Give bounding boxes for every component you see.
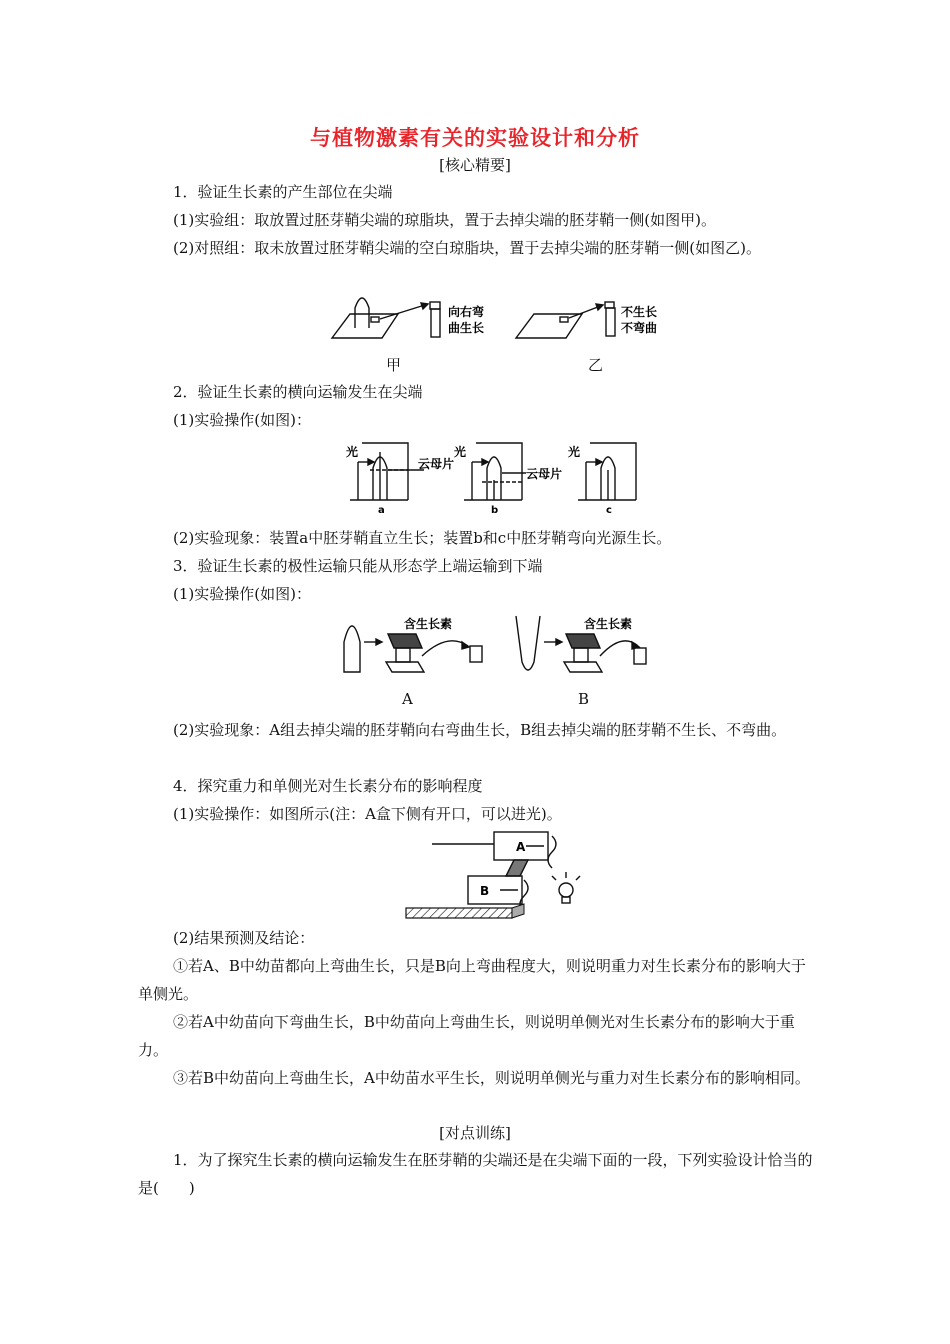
s4-conclusion-3: ③若B中幼苗向上弯曲生长，A中幼苗水平生长，则说明单侧光与重力对生长素分布的影响相同。 [173,1069,810,1087]
fig2-light-a: 光 [346,445,359,459]
coleoptile-b [516,616,540,670]
fig2-label-c: c [606,505,612,516]
section-header-core: [核心精要] [439,156,511,174]
s1-heading: 1．验证生长素的产生部位在尖端 [173,183,393,201]
fig3-label-a: A [402,690,413,708]
fig4-box-b: B [480,884,490,898]
box-b [476,443,522,500]
stem-left [431,309,440,337]
box-c [590,443,636,500]
figure-4-diagram [404,824,588,920]
fig1-label-jia: 甲 [386,356,402,374]
s4-conclusion-2: ②若A中幼苗向下弯曲生长，B中幼苗向上弯曲生长，则说明单侧光对生长素分布的影响大于重力。 [138,1013,795,1059]
s4-operation: (1)实验操作：如图所示(注：A盒下侧有开口，可以进光)。 [173,805,562,823]
agar-block-left [371,317,379,322]
s2-operation: (1)实验操作(如图)： [173,411,311,429]
fig3-auxin-label-a: 含生长素 [404,617,453,631]
bulb-icon [559,883,573,897]
box-a [362,443,408,500]
s2-heading: 2．验证生长素的横向运输发生在尖端 [173,383,423,401]
fig3-auxin-label-b: 含生长素 [584,617,633,631]
s4-prediction: (2)结果预测及结论： [173,929,315,947]
fig3-label-b: B [578,690,590,708]
agar-plate-left [332,314,398,338]
fig2-mica-b: 云母片 [526,467,563,481]
fig1-right-result-2: 不弯曲 [621,321,658,335]
fig4-box-a: A [516,840,526,854]
s3-heading: 3．验证生长素的极性运输只能从形态学上端运输到下端 [173,557,543,575]
fig2-mica-a: 云母片 [418,457,455,471]
fig1-label-yi: 乙 [588,356,604,374]
fig2-label-b: b [491,505,499,516]
coleoptile-a [344,626,360,672]
page-title: 与植物激素有关的实验设计和分析 [310,126,640,150]
fig2-label-a: a [378,505,385,516]
s3-operation: (1)实验操作(如图)： [173,585,311,603]
s1-control-group: (2)对照组：取未放置过胚芽鞘尖端的空白琼脂块，置于去掉尖端的胚芽鞘一侧(如图乙)。 [173,239,761,257]
auxin-block-b [566,634,600,648]
s3-phenomenon: (2)实验现象：A组去掉尖端的胚芽鞘向右弯曲生长，B组去掉尖端的胚芽鞘不生长、不弯曲。 [173,721,787,739]
fig1-left-result-2: 曲生长 [448,321,485,335]
question-1: 1．为了探究生长素的横向运输发生在胚芽鞘的尖端还是在尖端下面的一段，下列实验设计恰当的是( ) [138,1151,813,1197]
ground [406,908,512,918]
connector [506,860,528,876]
fig1-left-result-1: 向右弯 [448,305,485,319]
figure-2-diagram [346,440,642,516]
coleoptile-tip [355,298,369,328]
stem-right [606,308,615,336]
s4-heading: 4．探究重力和单侧光对生长素分布的影响程度 [173,777,483,795]
agar-on-stem-left [430,302,440,309]
s4-conclusion-1: ①若A、B中幼苗都向上弯曲生长，只是B向上弯曲程度大，则说明重力对生长素分布的影响大于单侧光。 [138,957,806,1003]
figure-3-diagram [338,612,648,676]
s1-experimental-group: (1)实验组：取放置过胚芽鞘尖端的琼脂块，置于去掉尖端的胚芽鞘一侧(如图甲)。 [173,211,716,229]
section-header-training: [对点训练] [439,1124,511,1142]
agar-block-right [560,317,568,322]
fig1-right-result-1: 不生长 [621,305,658,319]
fig2-light-c: 光 [568,445,581,459]
agar-plate-right [516,314,582,338]
fig2-light-b: 光 [454,445,467,459]
figure-1-diagram [328,292,678,348]
s2-phenomenon: (2)实验现象：装置a中胚芽鞘直立生长；装置b和c中胚芽鞘弯向光源生长。 [173,529,672,547]
auxin-block-a [388,634,422,648]
